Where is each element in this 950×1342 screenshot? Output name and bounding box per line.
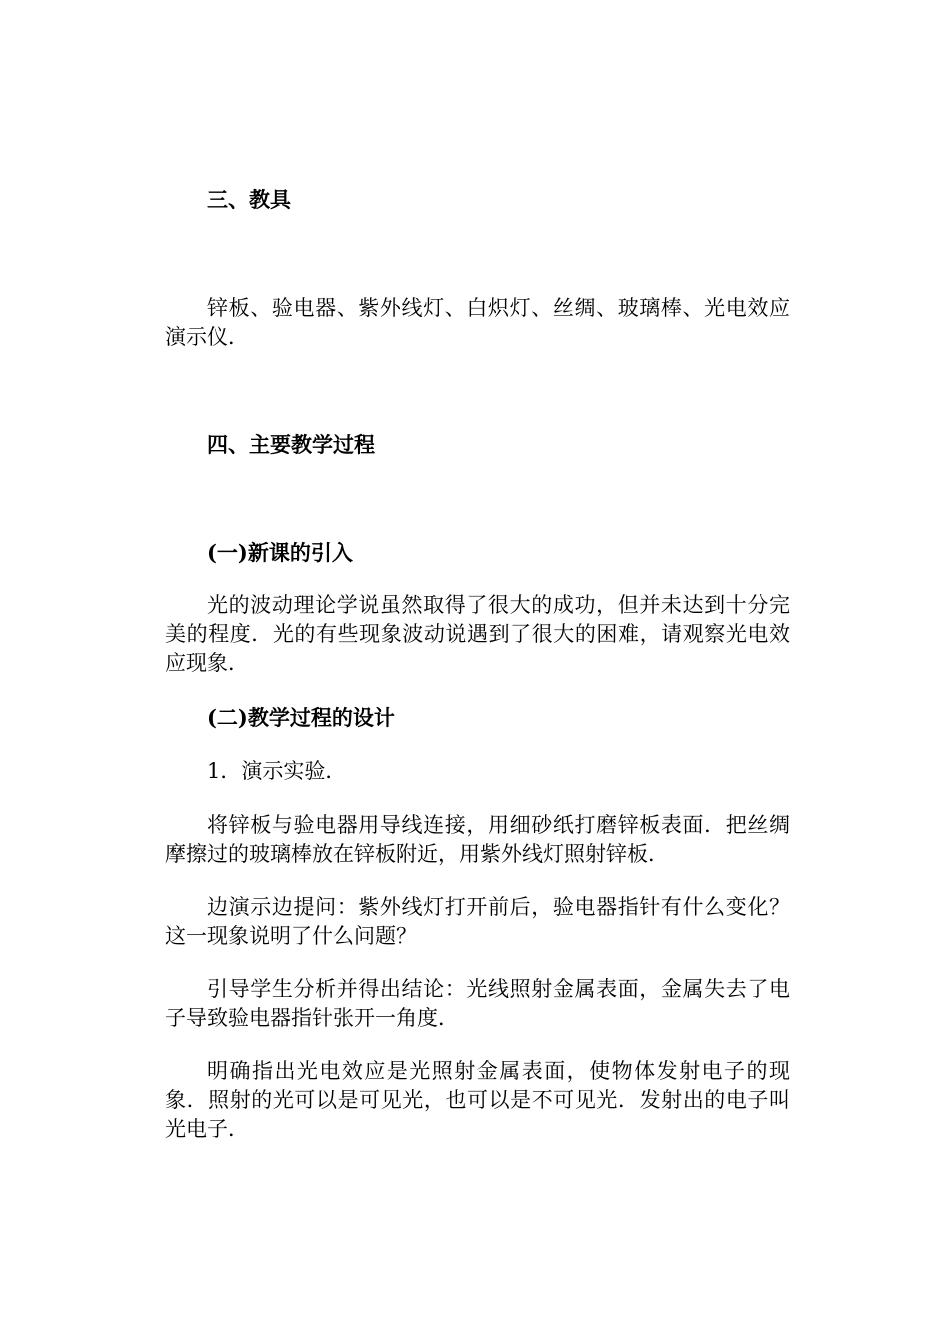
- intro-text: 光的波动理论学说虽然取得了很大的成功，但并未达到十分完美的程度．光的有些现象波动说遇到了很大的困难，请观察光电效应现象．: [165, 593, 790, 675]
- design-heading: (二)教学过程的设计: [207, 705, 395, 730]
- process-heading: 四、主要教学过程: [207, 432, 375, 457]
- paragraph-definition: 明确指出光电效应是光照射金属表面，使物体发射电子的现象．照射的光可以是可见光，也可以是不可见光．发射出的电子叫光电子．: [165, 1059, 790, 1141]
- paragraph-conclusion: 引导学生分析并得出结论：光线照射金属表面，金属失去了电子导致验电器指针张开一角度．: [165, 977, 790, 1030]
- step-1-label: 1．演示实验．: [207, 759, 347, 783]
- intro-heading: (一)新课的引入: [207, 540, 353, 565]
- tools-text: 锌板、验电器、紫外线灯、白炽灯、丝绸、玻璃棒、光电效应演示仪．: [165, 296, 790, 349]
- paragraph-question: 边演示边提问：紫外线灯打开前后，验电器指针有什么变化？这一现象说明了什么问题？: [165, 895, 790, 948]
- paragraph-experiment-setup: 将锌板与验电器用导线连接，用细砂纸打磨锌板表面．把丝绸摩擦过的玻璃棒放在锌板附近，用紫外线灯照射锌板．: [165, 813, 790, 866]
- tools-heading: 三、教具: [207, 187, 291, 212]
